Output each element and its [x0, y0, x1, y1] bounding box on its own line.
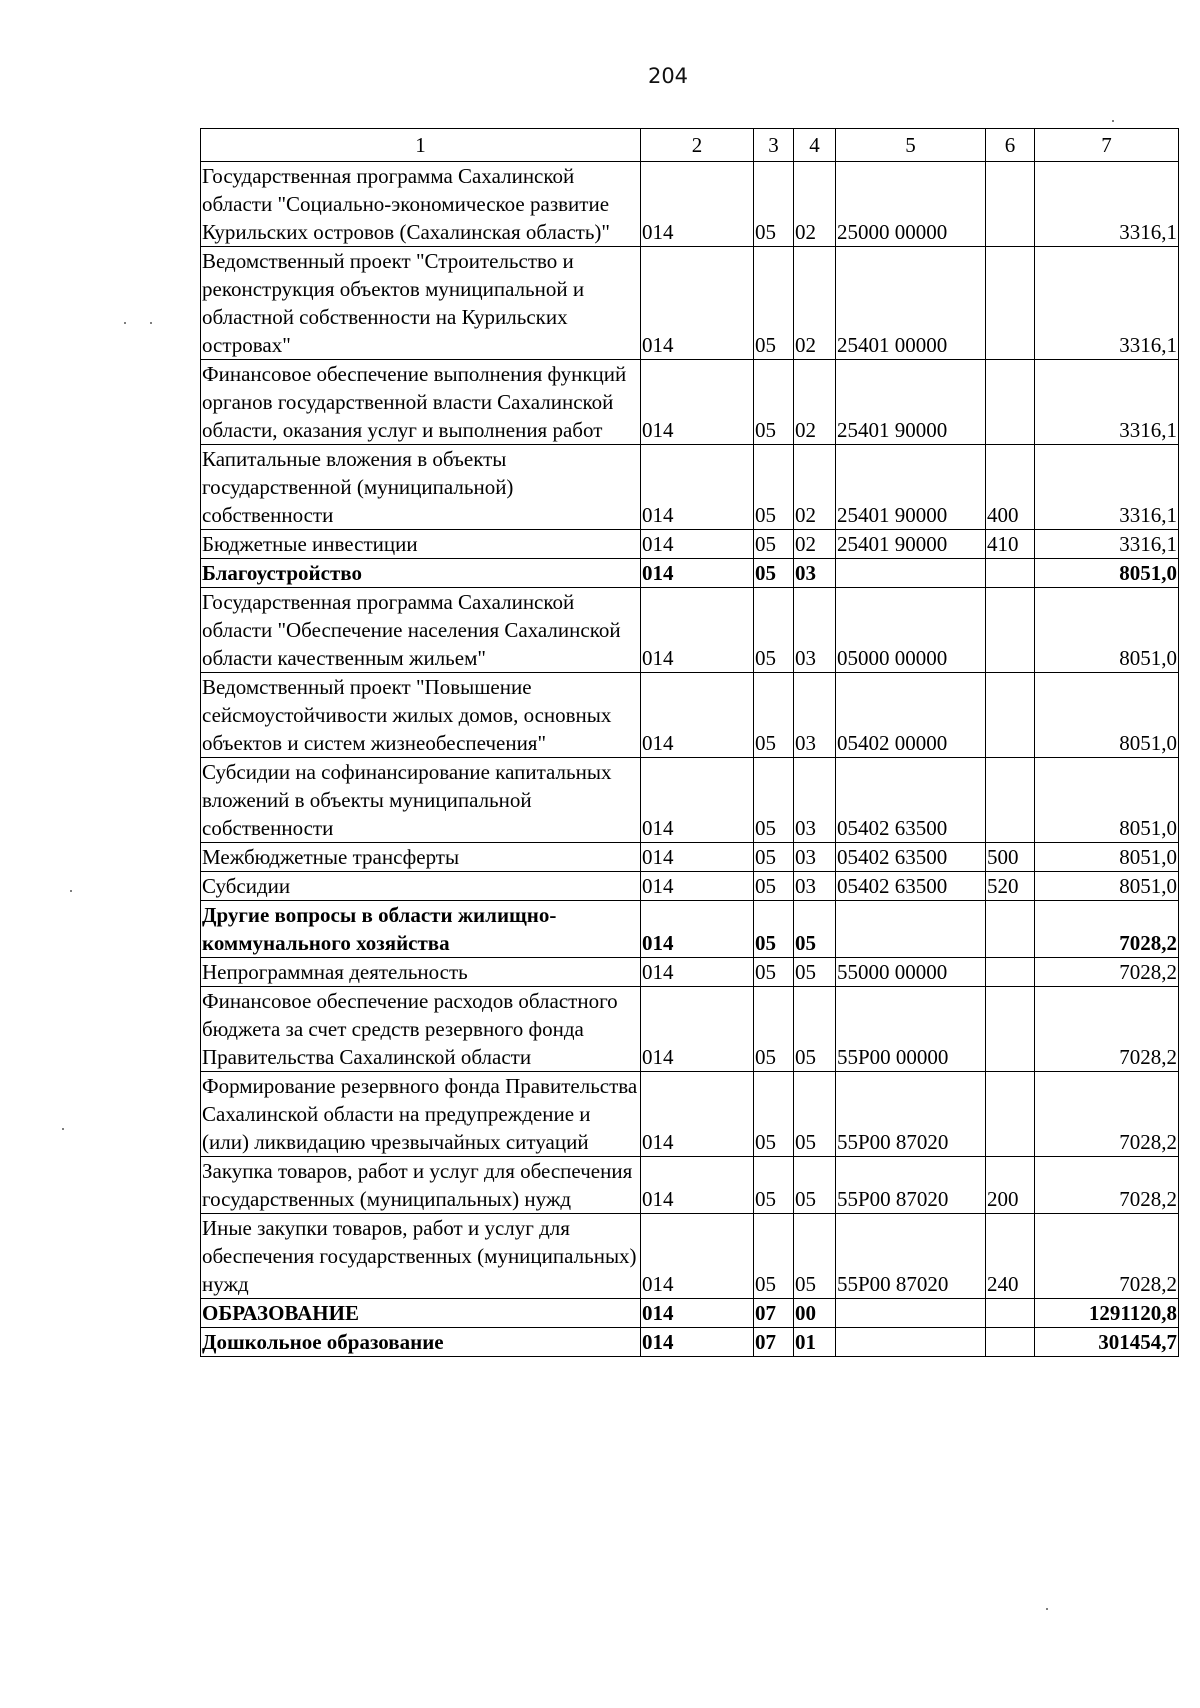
row-code-5: 05000 00000 — [836, 588, 986, 673]
row-code-2: 014 — [641, 1328, 754, 1357]
row-code-4: 03 — [794, 559, 836, 588]
row-code-4: 05 — [794, 1072, 836, 1157]
row-code-5: 55Р00 87020 — [836, 1157, 986, 1214]
row-code-6 — [986, 901, 1035, 958]
row-code-6: 400 — [986, 445, 1035, 530]
row-code-3: 05 — [754, 872, 794, 901]
row-code-4: 05 — [794, 1157, 836, 1214]
table-row — [201, 758, 1179, 843]
row-code-2: 014 — [641, 843, 754, 872]
table-row — [201, 247, 1179, 360]
row-code-5: 55Р00 87020 — [836, 1072, 986, 1157]
row-name: Формирование резервного фонда Правительства Сахалинской области на предупреждение и (или) ликвидацию чрезвычайных ситуаций — [201, 1072, 641, 1157]
row-name: Межбюджетные трансферты — [201, 843, 641, 872]
row-code-4: 05 — [794, 987, 836, 1072]
row-code-3: 05 — [754, 445, 794, 530]
table-row — [201, 1299, 1179, 1328]
row-amount: 7028,2 — [1035, 1214, 1179, 1299]
row-name: Капитальные вложения в объекты государственной (муниципальной) собственности — [201, 445, 641, 530]
row-code-5: 05402 63500 — [836, 843, 986, 872]
row-code-3: 05 — [754, 843, 794, 872]
row-code-5 — [836, 1299, 986, 1328]
row-name: Закупка товаров, работ и услуг для обеспечения государственных (муниципальных) нужд — [201, 1157, 641, 1214]
row-code-4: 03 — [794, 758, 836, 843]
row-name: Дошкольное образование — [201, 1328, 641, 1357]
row-name: Благоустройство — [201, 559, 641, 588]
row-code-3: 05 — [754, 901, 794, 958]
row-code-4: 02 — [794, 360, 836, 445]
row-code-2: 014 — [641, 247, 754, 360]
row-code-2: 014 — [641, 987, 754, 1072]
table-row — [201, 530, 1179, 559]
row-code-6: 520 — [986, 872, 1035, 901]
header-row — [201, 129, 1179, 162]
row-code-2: 014 — [641, 1072, 754, 1157]
row-code-2: 014 — [641, 588, 754, 673]
row-code-3: 05 — [754, 530, 794, 559]
row-code-2: 014 — [641, 1214, 754, 1299]
row-code-5 — [836, 559, 986, 588]
row-code-4: 02 — [794, 247, 836, 360]
row-code-4: 05 — [794, 901, 836, 958]
row-code-4: 05 — [794, 958, 836, 987]
header-col-1: 1 — [201, 129, 641, 162]
scan-speck — [62, 1128, 64, 1130]
row-name: Другие вопросы в области жилищно-коммунального хозяйства — [201, 901, 641, 958]
table-row — [201, 987, 1179, 1072]
row-name: Бюджетные инвестиции — [201, 530, 641, 559]
row-name: Иные закупки товаров, работ и услуг для обеспечения государственных (муниципальных) нужд — [201, 1214, 641, 1299]
row-code-4: 00 — [794, 1299, 836, 1328]
row-code-4: 02 — [794, 445, 836, 530]
row-code-6 — [986, 559, 1035, 588]
row-amount: 3316,1 — [1035, 530, 1179, 559]
row-code-3: 05 — [754, 1214, 794, 1299]
row-code-6 — [986, 958, 1035, 987]
scan-speck — [150, 322, 152, 324]
row-code-2: 014 — [641, 958, 754, 987]
row-name: Непрограммная деятельность — [201, 958, 641, 987]
table-row — [201, 588, 1179, 673]
row-code-2: 014 — [641, 673, 754, 758]
row-code-4: 05 — [794, 1214, 836, 1299]
row-name: Ведомственный проект "Строительство и реконструкция объектов муниципальной и областной собственности на Курильских островах" — [201, 247, 641, 360]
header-col-3: 3 — [754, 129, 794, 162]
row-code-5: 55Р00 00000 — [836, 987, 986, 1072]
table-row — [201, 162, 1179, 247]
row-amount: 8051,0 — [1035, 758, 1179, 843]
row-amount: 301454,7 — [1035, 1328, 1179, 1357]
row-amount: 8051,0 — [1035, 559, 1179, 588]
row-amount: 1291120,8 — [1035, 1299, 1179, 1328]
row-name: Государственная программа Сахалинской области "Социально-экономическое развитие Курильских островов (Сахалинская область)" — [201, 162, 641, 247]
row-code-3: 05 — [754, 588, 794, 673]
row-code-2: 014 — [641, 1157, 754, 1214]
row-code-2: 014 — [641, 872, 754, 901]
table-row — [201, 1072, 1179, 1157]
row-code-5: 25401 90000 — [836, 445, 986, 530]
table-row — [201, 1214, 1179, 1299]
table-row — [201, 673, 1179, 758]
row-amount: 8051,0 — [1035, 872, 1179, 901]
row-code-3: 05 — [754, 162, 794, 247]
scan-speck — [1046, 1608, 1048, 1610]
row-amount: 7028,2 — [1035, 1157, 1179, 1214]
row-code-5: 25401 90000 — [836, 530, 986, 559]
row-code-2: 014 — [641, 162, 754, 247]
row-code-6 — [986, 758, 1035, 843]
row-amount: 7028,2 — [1035, 1072, 1179, 1157]
table-row — [201, 958, 1179, 987]
row-code-2: 014 — [641, 1299, 754, 1328]
row-amount: 7028,2 — [1035, 901, 1179, 958]
row-amount: 7028,2 — [1035, 958, 1179, 987]
row-code-3: 05 — [754, 987, 794, 1072]
row-code-5: 55Р00 87020 — [836, 1214, 986, 1299]
row-code-4: 02 — [794, 162, 836, 247]
table-row — [201, 872, 1179, 901]
row-code-3: 05 — [754, 1157, 794, 1214]
row-code-3: 05 — [754, 247, 794, 360]
scan-speck — [1112, 120, 1114, 122]
row-amount: 8051,0 — [1035, 673, 1179, 758]
row-code-2: 014 — [641, 360, 754, 445]
row-code-4: 03 — [794, 872, 836, 901]
row-amount: 3316,1 — [1035, 247, 1179, 360]
row-code-4: 03 — [794, 843, 836, 872]
row-code-3: 05 — [754, 758, 794, 843]
header-col-7: 7 — [1035, 129, 1179, 162]
header-col-6: 6 — [986, 129, 1035, 162]
table-row — [201, 901, 1179, 958]
row-code-6 — [986, 247, 1035, 360]
row-code-3: 05 — [754, 673, 794, 758]
row-code-4: 01 — [794, 1328, 836, 1357]
row-code-5: 25401 90000 — [836, 360, 986, 445]
row-code-2: 014 — [641, 445, 754, 530]
row-name: Субсидии на софинансирование капитальных вложений в объекты муниципальной собственности — [201, 758, 641, 843]
header-col-2: 2 — [641, 129, 754, 162]
scan-speck — [70, 890, 72, 892]
row-amount: 3316,1 — [1035, 445, 1179, 530]
table-row — [201, 1328, 1179, 1357]
row-code-4: 02 — [794, 530, 836, 559]
budget-table — [200, 128, 1179, 1357]
row-name: Ведомственный проект "Повышение сейсмоустойчивости жилых домов, основных объектов и систем жизнеобеспечения" — [201, 673, 641, 758]
row-code-6 — [986, 360, 1035, 445]
table-row — [201, 843, 1179, 872]
row-code-5 — [836, 1328, 986, 1357]
row-code-6: 240 — [986, 1214, 1035, 1299]
row-code-2: 014 — [641, 530, 754, 559]
row-code-5: 05402 63500 — [836, 872, 986, 901]
row-amount: 3316,1 — [1035, 162, 1179, 247]
row-code-6 — [986, 1072, 1035, 1157]
row-code-3: 07 — [754, 1328, 794, 1357]
header-col-4: 4 — [794, 129, 836, 162]
row-code-6 — [986, 673, 1035, 758]
row-amount: 3316,1 — [1035, 360, 1179, 445]
row-amount: 8051,0 — [1035, 588, 1179, 673]
row-code-3: 05 — [754, 958, 794, 987]
table-row — [201, 559, 1179, 588]
row-name: Государственная программа Сахалинской области "Обеспечение населения Сахалинской области качественным жильем" — [201, 588, 641, 673]
row-code-6 — [986, 588, 1035, 673]
row-code-3: 05 — [754, 559, 794, 588]
row-code-4: 03 — [794, 588, 836, 673]
row-code-6: 200 — [986, 1157, 1035, 1214]
table-row — [201, 1157, 1179, 1214]
row-code-6 — [986, 162, 1035, 247]
scan-speck — [124, 322, 126, 324]
row-code-2: 014 — [641, 559, 754, 588]
row-code-6 — [986, 1328, 1035, 1357]
row-amount: 7028,2 — [1035, 987, 1179, 1072]
row-name: Финансовое обеспечение расходов областного бюджета за счет средств резервного фонда Правительства Сахалинской области — [201, 987, 641, 1072]
row-code-5: 55000 00000 — [836, 958, 986, 987]
row-name: Субсидии — [201, 872, 641, 901]
table-row — [201, 360, 1179, 445]
page-number: 204 — [647, 64, 689, 88]
row-code-5: 05402 00000 — [836, 673, 986, 758]
row-code-6: 500 — [986, 843, 1035, 872]
row-code-6 — [986, 1299, 1035, 1328]
row-code-6: 410 — [986, 530, 1035, 559]
row-name: Финансовое обеспечение выполнения функций органов государственной власти Сахалинской области, оказания услуг и выполнения работ — [201, 360, 641, 445]
row-code-4: 03 — [794, 673, 836, 758]
row-name: ОБРАЗОВАНИЕ — [201, 1299, 641, 1328]
row-code-3: 05 — [754, 360, 794, 445]
row-code-5: 25401 00000 — [836, 247, 986, 360]
table-row — [201, 445, 1179, 530]
row-code-6 — [986, 987, 1035, 1072]
row-code-5: 05402 63500 — [836, 758, 986, 843]
row-code-3: 05 — [754, 1072, 794, 1157]
table-body — [201, 162, 1179, 1357]
row-amount: 8051,0 — [1035, 843, 1179, 872]
row-code-2: 014 — [641, 901, 754, 958]
row-code-5 — [836, 901, 986, 958]
header-col-5: 5 — [836, 129, 986, 162]
row-code-5: 25000 00000 — [836, 162, 986, 247]
row-code-3: 07 — [754, 1299, 794, 1328]
row-code-2: 014 — [641, 758, 754, 843]
